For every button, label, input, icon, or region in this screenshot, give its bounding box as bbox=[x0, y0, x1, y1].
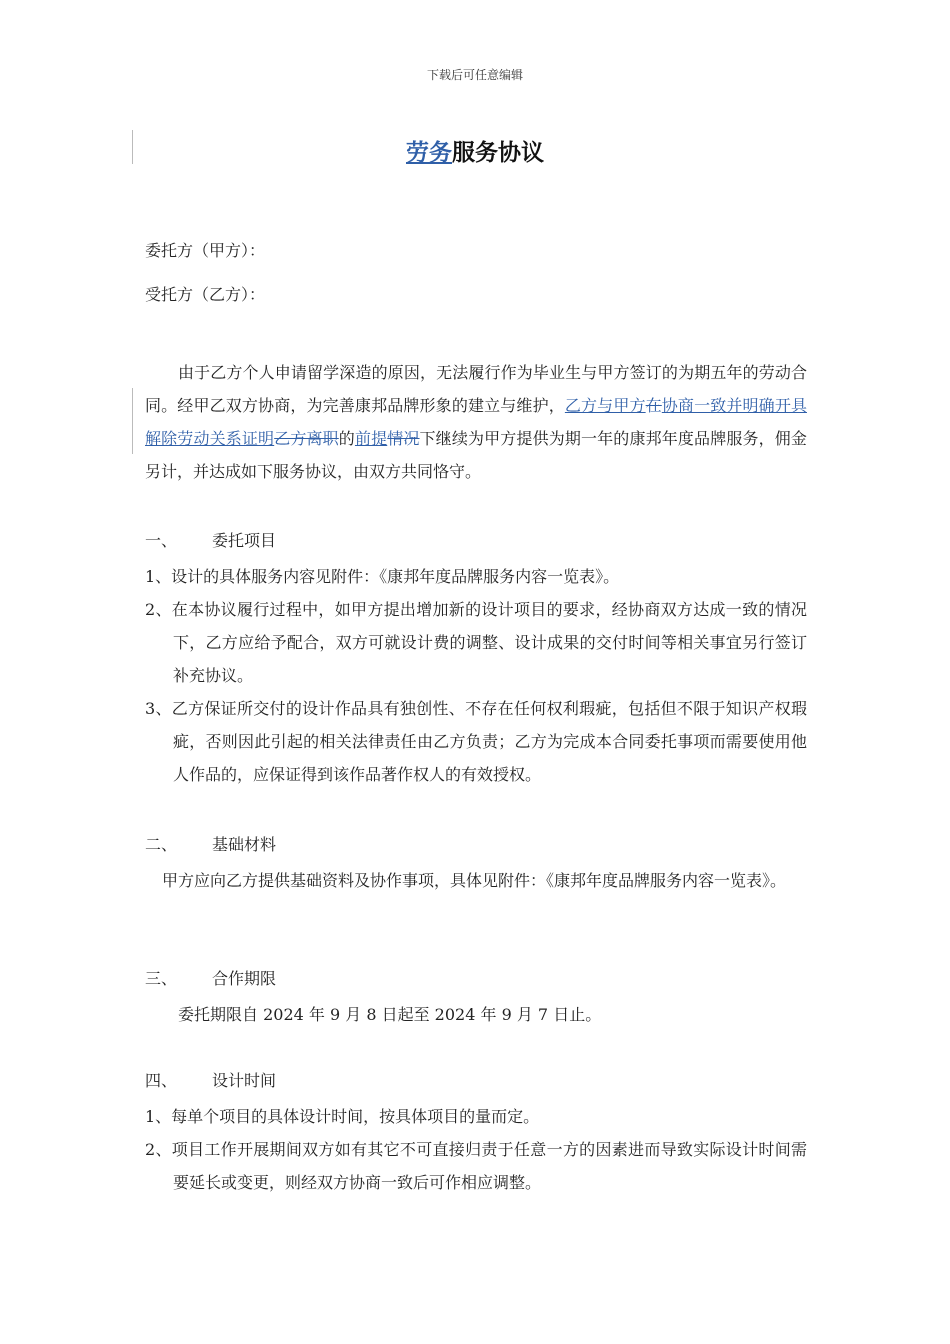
list-item: 2、项目工作开展期间双方如有其它不可直接归责于任意一方的因素进而导致实际设计时间需要延长或变更，则经双方协商一致后可作相应调整。 bbox=[145, 1140, 807, 1192]
section-heading bbox=[145, 834, 276, 856]
section-text: 甲方应向乙方提供基础资料及协作事项，具体见附件：《康邦年度品牌服务内容一览表》。 bbox=[162, 871, 787, 890]
section-title: 委托项目 bbox=[212, 531, 277, 550]
section-text: 委托期限自 2024 年 9 月 8 日起至 2024 年 9 月 7 日止。 bbox=[178, 1005, 602, 1024]
inserted-text: 前提 bbox=[354, 429, 388, 448]
title-inserted: 劳务 bbox=[406, 139, 452, 166]
inserted-text: 协商一致并明确开具解除劳动关系证明 bbox=[145, 396, 807, 448]
intro-text: 的 bbox=[338, 429, 355, 448]
list-item: 2、在本协议履行过程中，如甲方提出增加新的设计项目的要求，经协商双方达成一致的情况下，乙方应给予配合，双方可就设计费的调整、设计成果的交付时间等相关事宜另行签订补充协议。 bbox=[145, 600, 807, 685]
section-title: 基础材料 bbox=[212, 835, 277, 854]
header-note: 下载后可任意编辑 bbox=[426, 68, 523, 82]
section-title: 设计时间 bbox=[212, 1071, 277, 1090]
section-number: 二、 bbox=[145, 835, 178, 854]
section-number: 三、 bbox=[145, 969, 178, 988]
revision-bar bbox=[132, 388, 133, 454]
title-rest: 服务协议 bbox=[452, 139, 544, 166]
list-item: 3、乙方保证所交付的设计作品具有独创性、不存在任何权利瑕疵，包括但不限于知识产权瑕疵，否则因此引起的相关法律责任由乙方负责；乙方为完成本合同委托事项而需要使用他人作品的，应保证得到该作品著作权人的有效授权。 bbox=[145, 699, 807, 784]
party-a-line: 委托方（甲方）： bbox=[145, 241, 266, 260]
intro-text: 由于乙方个人申请留学深造的原因，无法履行作为毕业生与甲方签订的为期五年的劳动合同。经甲乙双方协商，为完善康邦品牌形象的建立与维护， bbox=[145, 363, 807, 415]
list-item: 1、设计的具体服务内容见附件：《康邦年度品牌服务内容一览表》。 bbox=[145, 567, 620, 586]
document-title bbox=[0, 134, 950, 167]
list-item: 1、每单个项目的具体设计时间，按具体项目的量而定。 bbox=[145, 1107, 540, 1126]
section-heading bbox=[145, 968, 276, 990]
deleted-text: 乙方离职 bbox=[274, 429, 339, 448]
deleted-text: 在 bbox=[645, 396, 662, 415]
intro-paragraph bbox=[145, 356, 807, 488]
inserted-text: 乙方与甲方 bbox=[564, 396, 646, 415]
section-number: 四、 bbox=[145, 1071, 178, 1090]
intro-text: 下继续为甲方提供为期一年的康邦年度品牌服务，佣金另计，并达成如下服务协议，由双方共同恪守。 bbox=[145, 429, 807, 481]
party-b-line: 受托方（乙方）： bbox=[145, 285, 266, 304]
section-number: 一、 bbox=[145, 531, 178, 550]
section-heading bbox=[145, 530, 276, 552]
deleted-text: 情况 bbox=[387, 429, 420, 448]
section-heading bbox=[145, 1070, 276, 1092]
section-title: 合作期限 bbox=[212, 969, 277, 988]
